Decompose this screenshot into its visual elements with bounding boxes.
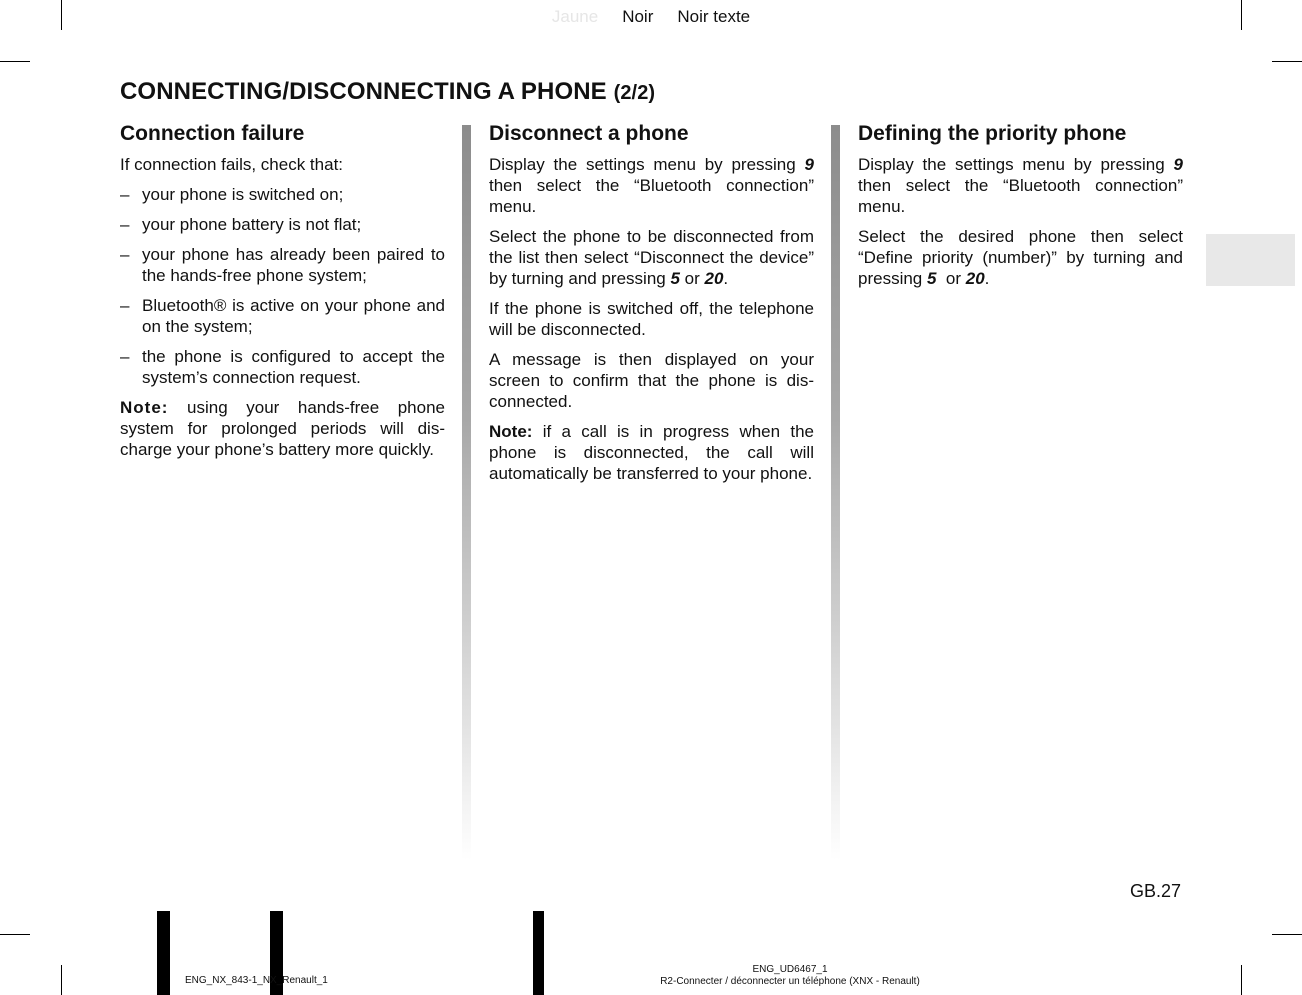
note-text: if a call is in progress when the phone is disconnected, the call will automatically be transferred to your phone. [489, 422, 814, 483]
dash-bullet: – [120, 185, 130, 204]
text-run: or [936, 269, 966, 288]
key-number: 5 [670, 269, 680, 288]
column-divider [462, 125, 471, 860]
text-run: Select the phone to be disconnected from the list then select “Disconnect the device” by turning and pressing [489, 227, 814, 288]
column-divider [831, 125, 840, 860]
footer-document-code: ENG_NX_843-1_NX_Renault_1 [185, 975, 328, 986]
dash-bullet: – [120, 245, 130, 264]
note-label: Note: [489, 422, 533, 441]
crop-mark [61, 965, 62, 995]
page-title-text: CONNECTING/DISCONNECTING A PHONE [120, 78, 607, 105]
crop-mark [1272, 61, 1302, 62]
crop-mark [0, 61, 30, 62]
color-label-noir: Noir [622, 7, 654, 26]
crop-mark [0, 934, 30, 935]
key-number: 5 [926, 269, 937, 288]
list-item-text: your phone is switched on; [142, 185, 344, 204]
crop-mark [1272, 934, 1302, 935]
paragraph: If the phone is switched off, the telephone will be disconnected. [489, 299, 814, 339]
paragraph [858, 154, 1183, 217]
text-run: then select the “Bluetooth connection” menu. [858, 176, 1183, 216]
footer-module-description: R2-Connecter / déconnecter un téléphone (XNX - Renault) [660, 976, 920, 987]
key-number: 20 [704, 269, 724, 288]
section-heading: Disconnect a phone [489, 122, 689, 145]
footer-registration-bar [157, 911, 170, 995]
key-number: 20 [965, 269, 985, 288]
list-item-text: Bluetooth® is active on your phone and on the system; [142, 296, 445, 336]
dash-bullet: – [120, 215, 130, 234]
text-run: then select the “Bluetooth connection” menu. [489, 176, 814, 216]
list-item [120, 295, 445, 337]
list-item-text: the phone is configured to accept the system’s connection request. [142, 347, 445, 387]
text-run: Select the desired phone then select “Define priority (number)” by turning and pressing [858, 227, 1183, 288]
list-item [120, 346, 445, 388]
footer-registration-bar [533, 911, 544, 995]
page-title [120, 78, 655, 106]
page-number: GB.27 [1130, 881, 1182, 901]
list-item [120, 244, 445, 286]
section-heading: Defining the priority phone [858, 122, 1127, 145]
footer-module-code: ENG_UD6467_1 [752, 964, 828, 975]
note-paragraph [489, 421, 814, 484]
paragraph [858, 226, 1183, 289]
section-connection-failure [120, 121, 445, 469]
color-label-jaune: Jaune [551, 7, 599, 26]
note-text: using your hands-free phone system for prolonged periods will discharge your phone’s battery more quickly. [120, 398, 445, 459]
key-number: 9 [1173, 155, 1183, 174]
text-run: Display the settings menu by pressing [858, 155, 1174, 174]
text-run: or [679, 269, 705, 288]
crop-mark [1241, 965, 1242, 995]
color-label-noir-texte: Noir texte [677, 7, 751, 26]
paragraph: A message is then displayed on your screen to confirm that the phone is disconnected. [489, 350, 814, 411]
list-item [120, 214, 445, 235]
footer-module-info [600, 964, 980, 988]
text-run: Display the settings menu by pressing [489, 155, 805, 174]
section-priority-phone [858, 121, 1183, 298]
dash-bullet: – [120, 296, 130, 315]
note-label: Note: [120, 398, 169, 417]
section-intro: If connection fails, check that: [120, 155, 344, 174]
section-disconnect-phone [489, 121, 814, 493]
page-title-suffix: (2/2) [613, 82, 656, 104]
chapter-tab-marker [1206, 234, 1295, 286]
paragraph [489, 226, 814, 289]
section-heading: Connection failure [120, 122, 305, 145]
paragraph [489, 154, 814, 217]
color-separation-labels [0, 7, 1302, 27]
key-number: 9 [804, 155, 814, 174]
text-run: . [984, 269, 990, 288]
check-list [120, 184, 445, 388]
note-paragraph [120, 397, 445, 460]
list-item-text: your phone battery is not flat; [142, 215, 362, 234]
dash-bullet: – [120, 347, 130, 366]
list-item-text: your phone has already been paired to the hands-free phone system; [142, 245, 445, 285]
list-item [120, 184, 445, 205]
text-run: . [723, 269, 729, 288]
